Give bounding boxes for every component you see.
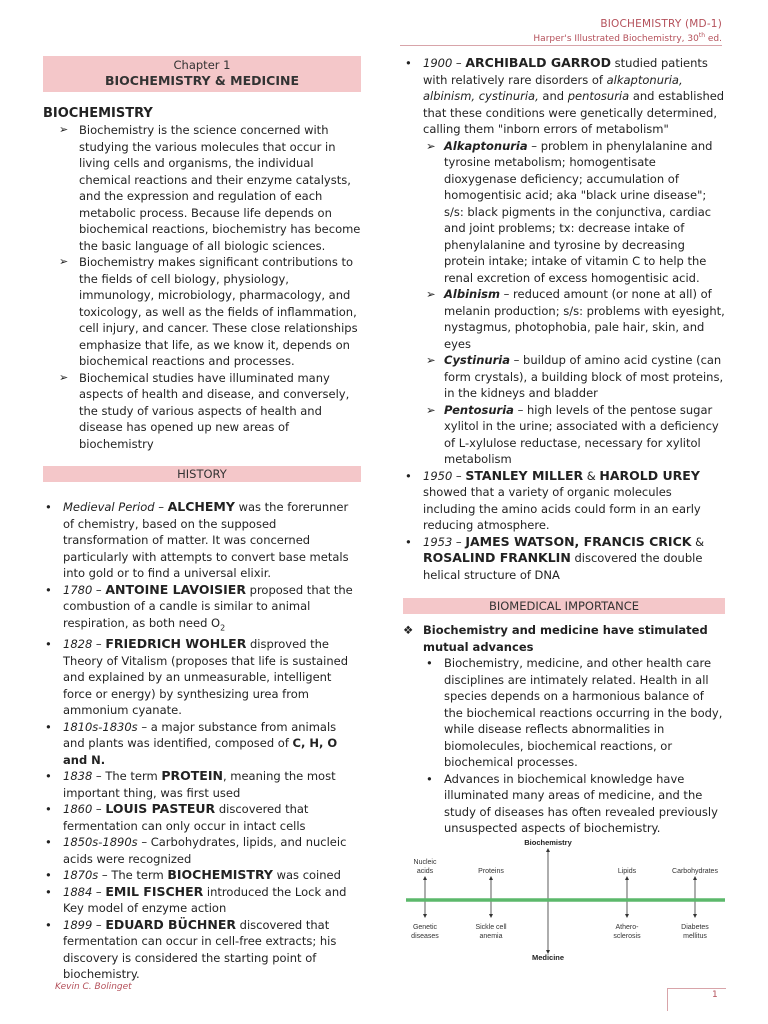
list-item: ➢ Cystinuria – buildup of amino acid cystine (can form crystals), a building block of most proteins, in the kidneys and bladder	[426, 353, 724, 400]
list-item: • 1953 – JAMES WATSON, FRANCIS CRICK & ROSALIND FRANKLIN discovered the double helical structure of DNA	[405, 533, 705, 582]
left-column	[43, 55, 361, 983]
list-item: • 1884 – EMIL FISCHER introduced the Lock and Key model of enzyme action	[45, 883, 347, 916]
bullet-icon: •	[45, 802, 52, 817]
arrow-bullet-icon: ➢	[59, 370, 69, 384]
diagram-label-athero: Athero-	[615, 924, 639, 931]
history-heading: HISTORY	[43, 466, 361, 482]
arrow-bullet-icon: ➢	[426, 138, 436, 153]
list-item: • Advances in biochemical knowledge have illuminated many areas of medicine, and the study of diseases has often revealed previously unsuspected aspects of biochemistry.	[426, 771, 718, 835]
chapter-title: BIOCHEMISTRY & MEDICINE	[104, 73, 300, 88]
running-header-title: BIOCHEMISTRY (MD-1)	[600, 18, 722, 30]
bullet-icon: •	[45, 884, 52, 899]
bullet-icon: •	[45, 719, 52, 734]
list-item: • 1810s-1830s – a major substance from animals and plants was identified, composed of C, H, O and N.	[45, 719, 338, 767]
page-number: 1	[712, 990, 718, 1000]
arrow-bullet-icon: ➢	[59, 255, 69, 268]
arrow-bullet-icon: ➢	[426, 287, 436, 301]
bullet-icon: •	[45, 769, 52, 784]
list-item: • 1838 – The term PROTEIN, meaning the most important thing, was first used	[45, 768, 336, 800]
list-item: • 1950 – STANLEY MILLER & HAROLD UREY showed that a variety of organic molecules including the amino acids could form in an early reducing atmosphere.	[405, 467, 701, 532]
bullet-icon: •	[45, 582, 52, 597]
chapter-label: Chapter 1	[173, 58, 231, 72]
bullet-icon: •	[426, 771, 433, 786]
list-item: ❖ Biochemistry and medicine have stimulated mutual advances	[403, 623, 708, 654]
bullet-icon: •	[45, 637, 52, 652]
biochemistry-medicine-diagram	[403, 836, 728, 966]
diagram-label-genetic: Genetic	[412, 924, 438, 931]
diagram-label-sclerosis: sclerosis	[613, 933, 641, 940]
list-item: • Biochemistry, medicine, and other health care disciplines are intimately related. Health in all species depends on a harmonious balance of the biochemical reactions occurring in the body, while disease reflects abnormalities in biomolecules, biochemical reactions, or biochemical processes.	[426, 656, 723, 769]
bullet-icon: •	[426, 656, 433, 670]
header-rule	[400, 45, 722, 46]
diagram-label-mellitus: mellitus	[683, 933, 707, 940]
diagram-label-acids: acids	[416, 868, 434, 875]
list-item: ➢ Biochemistry makes significant contributions to the fields of cell biology, physiology, immunology, microbiology, pharmacology, and toxicology, as well as the fields of inflammation, cell injury, and cancer. These close relationships emphasize that life, as we know it, depends on biochemical reactions and processes.	[59, 255, 358, 368]
bullet-icon: •	[45, 500, 52, 514]
list-item: • 1870s – The term BIOCHEMISTRY was coined	[45, 867, 341, 883]
list-item: ➢ Biochemistry is the science concerned with studying the various molecules that occur in living cells and organisms, the individual chemical reactions and their enzyme catalysts, and the expression and regulation of each metabolic process. Because life depends on biochemical reactions, biochemistry has become the basic language of all biologic sciences.	[59, 123, 361, 253]
arrow-bullet-icon: ➢	[426, 402, 436, 417]
list-item: • Medieval Period – ALCHEMY was the forerunner of chemistry, based on the supposed transformation of matter. It was concerned particularly with attempts to convert base metals into gold or to find a universal elixir.	[45, 499, 349, 580]
list-item: • 1850s-1890s – Carbohydrates, lipids, and nucleic acids were recognized	[45, 835, 347, 866]
right-column	[403, 55, 725, 837]
diagram-label-anemia: anemia	[479, 933, 503, 940]
list-item: • 1860 – LOUIS PASTEUR discovered that fermentation can only occur in intact cells	[45, 801, 309, 833]
running-header-subtitle: Harper's Illustrated Biochemistry, 30th ed.	[533, 32, 722, 44]
bullet-icon: •	[45, 868, 52, 883]
diagram-label-diseases: diseases	[411, 933, 439, 940]
diagram-label-sickle-cell: Sickle cell	[475, 924, 507, 931]
biochemistry-heading: BIOCHEMISTRY	[43, 106, 153, 121]
bullet-icon: •	[45, 835, 52, 850]
bullet-icon: •	[405, 56, 412, 70]
biomedical-importance-heading: BIOMEDICAL IMPORTANCE	[403, 598, 725, 614]
bullet-icon: •	[405, 534, 412, 549]
diagram-label-proteins: Proteins	[478, 868, 504, 875]
arrow-bullet-icon: ➢	[59, 123, 69, 136]
list-item: • 1828 – FRIEDRICH WOHLER disproved the Theory of Vitalism (proposes that life is sustained and explained by an unmeasurable, intelligent force or energy) by synthesizing urea from ammonium cyanate.	[45, 636, 349, 718]
list-item: • 1899 – EDUARD BÜCHNER discovered that fermentation can occur in cell-free extracts; his discovery is considered the starting point of biochemistry.	[45, 916, 337, 982]
diagram-label-diabetes: Diabetes	[681, 924, 709, 931]
diagram-label-nucleic: Nucleic	[413, 859, 437, 866]
diamond-bullet-icon: ❖	[403, 623, 414, 637]
footer-author: Kevin C. Bolinget	[55, 982, 132, 992]
diagram-label-lipids: Lipids	[617, 868, 637, 875]
list-item: ➢ Pentosuria – high levels of the pentose sugar xylitol in the urine; associated with a deficiency of L-xylulose reductase, necessary for xylitol metabolism	[426, 402, 719, 466]
bullet-icon: •	[45, 917, 52, 932]
diagram-top-label: Biochemistry	[524, 838, 572, 847]
chapter-banner	[43, 56, 361, 92]
arrow-bullet-icon: ➢	[426, 353, 436, 367]
list-item: ➢ Albinism – reduced amount (or none at all) of melanin production; s/s: problems with eyesight, nystagmus, photophobia, pale hair, skin, and eyes	[426, 287, 725, 351]
diagram-label-carbohydrates: Carbohydrates	[672, 868, 718, 875]
list-item: • 1900 – ARCHIBALD GARROD studied patients with relatively rare disorders of alkaptonuria, albinism, cystinuria, and pentosuria and established that these conditions were genetically determined, calling them "inborn errors of metabolism"	[405, 55, 725, 136]
list-item: ➢ Alkaptonuria – problem in phenylalanine and tyrosine metabolism; homogentisate dioxygenase deficiency; accumulation of homogentisic acid; aka "black urine disease"; s/s: black pigments in the conjunctiva, cardiac and joint problems; tx: decrease intake of phenylalanine and tyrosine by decreasing protein intake; intake of vitamin C to help the renal excretion of excess homogentisic acid.	[426, 138, 713, 285]
list-item: • 1780 – ANTOINE LAVOISIER proposed that the combustion of a candle is similar to animal respiration, as both need $O_2$	[43, 582, 361, 637]
list-item: ➢ Biochemical studies have illuminated many aspects of health and disease, and conversely, the study of various aspects of health and disease has opened up new areas of biochemistry	[59, 370, 350, 451]
diagram-bottom-label: Medicine	[531, 953, 565, 962]
bullet-icon: •	[405, 468, 412, 483]
